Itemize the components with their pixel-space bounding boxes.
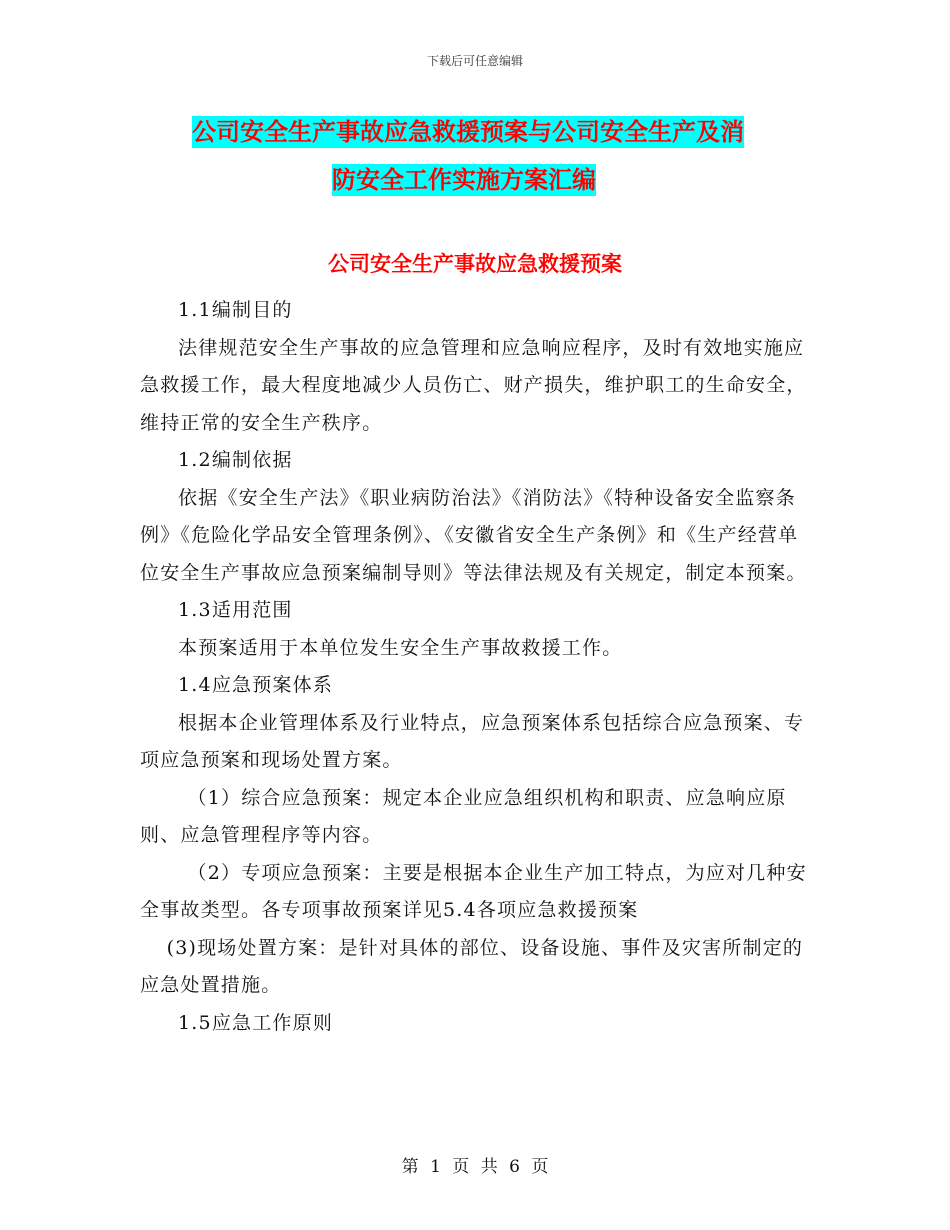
- heading-1-3: 1.3适用范围: [178, 599, 293, 621]
- document-body: [140, 292, 810, 1042]
- list-item-special-plan: （2）专项应急预案：主要是根据本企业生产加工特点，为应对几种安全事故类型。各专项事故预案详见5.4各项应急救援预案: [140, 861, 807, 921]
- page-footer: 第 1 页 共 6 页: [401, 1157, 549, 1177]
- section-title: 公司安全生产事故应急救援预案: [328, 252, 622, 276]
- paragraph-basis: 依据《安全生产法》《职业病防治法》《消防法》《特种设备安全监察条例》《危险化学品安全管理条例》、《安徽省安全生产条例》和《生产经营单位安全生产事故应急预案编制导则》等法律法规及有关规定，制定本预案。: [140, 486, 807, 584]
- heading-1-4: 1.4应急预案体系: [178, 674, 334, 696]
- heading-1-1: 1.1编制目的: [178, 299, 293, 321]
- list-item-onsite-plan: (3)现场处置方案：是针对具体的部位、设备设施、事件及灾害所制定的应急处置措施。: [140, 936, 804, 996]
- title-line-2: 防安全工作实施方案汇编: [332, 166, 596, 194]
- title-line-1: 公司安全生产事故应急救援预案与公司安全生产及消: [192, 118, 744, 146]
- paragraph-system: 根据本企业管理体系及行业特点，应急预案体系包括综合应急预案、专项应急预案和现场处置方案。: [140, 711, 805, 771]
- heading-1-2: 1.2编制依据: [178, 449, 293, 471]
- heading-1-5: 1.5应急工作原则: [178, 1011, 334, 1034]
- list-item-comprehensive-plan: （1）综合应急预案：规定本企业应急组织机构和职责、应急响应原则、应急管理程序等内容。: [140, 786, 787, 846]
- document-title: [140, 108, 860, 204]
- paragraph-scope: 本预案适用于本单位发生安全生产事故救援工作。: [178, 636, 623, 659]
- header-note: 下载后可任意编辑: [426, 54, 523, 68]
- paragraph-purpose: 法律规范安全生产事故的应急管理和应急响应程序，及时有效地实施应急救援工作，最大程度地减少人员伤亡、财产损失，维护职工的生命安全，维持正常的安全生产秩序。: [140, 336, 807, 434]
